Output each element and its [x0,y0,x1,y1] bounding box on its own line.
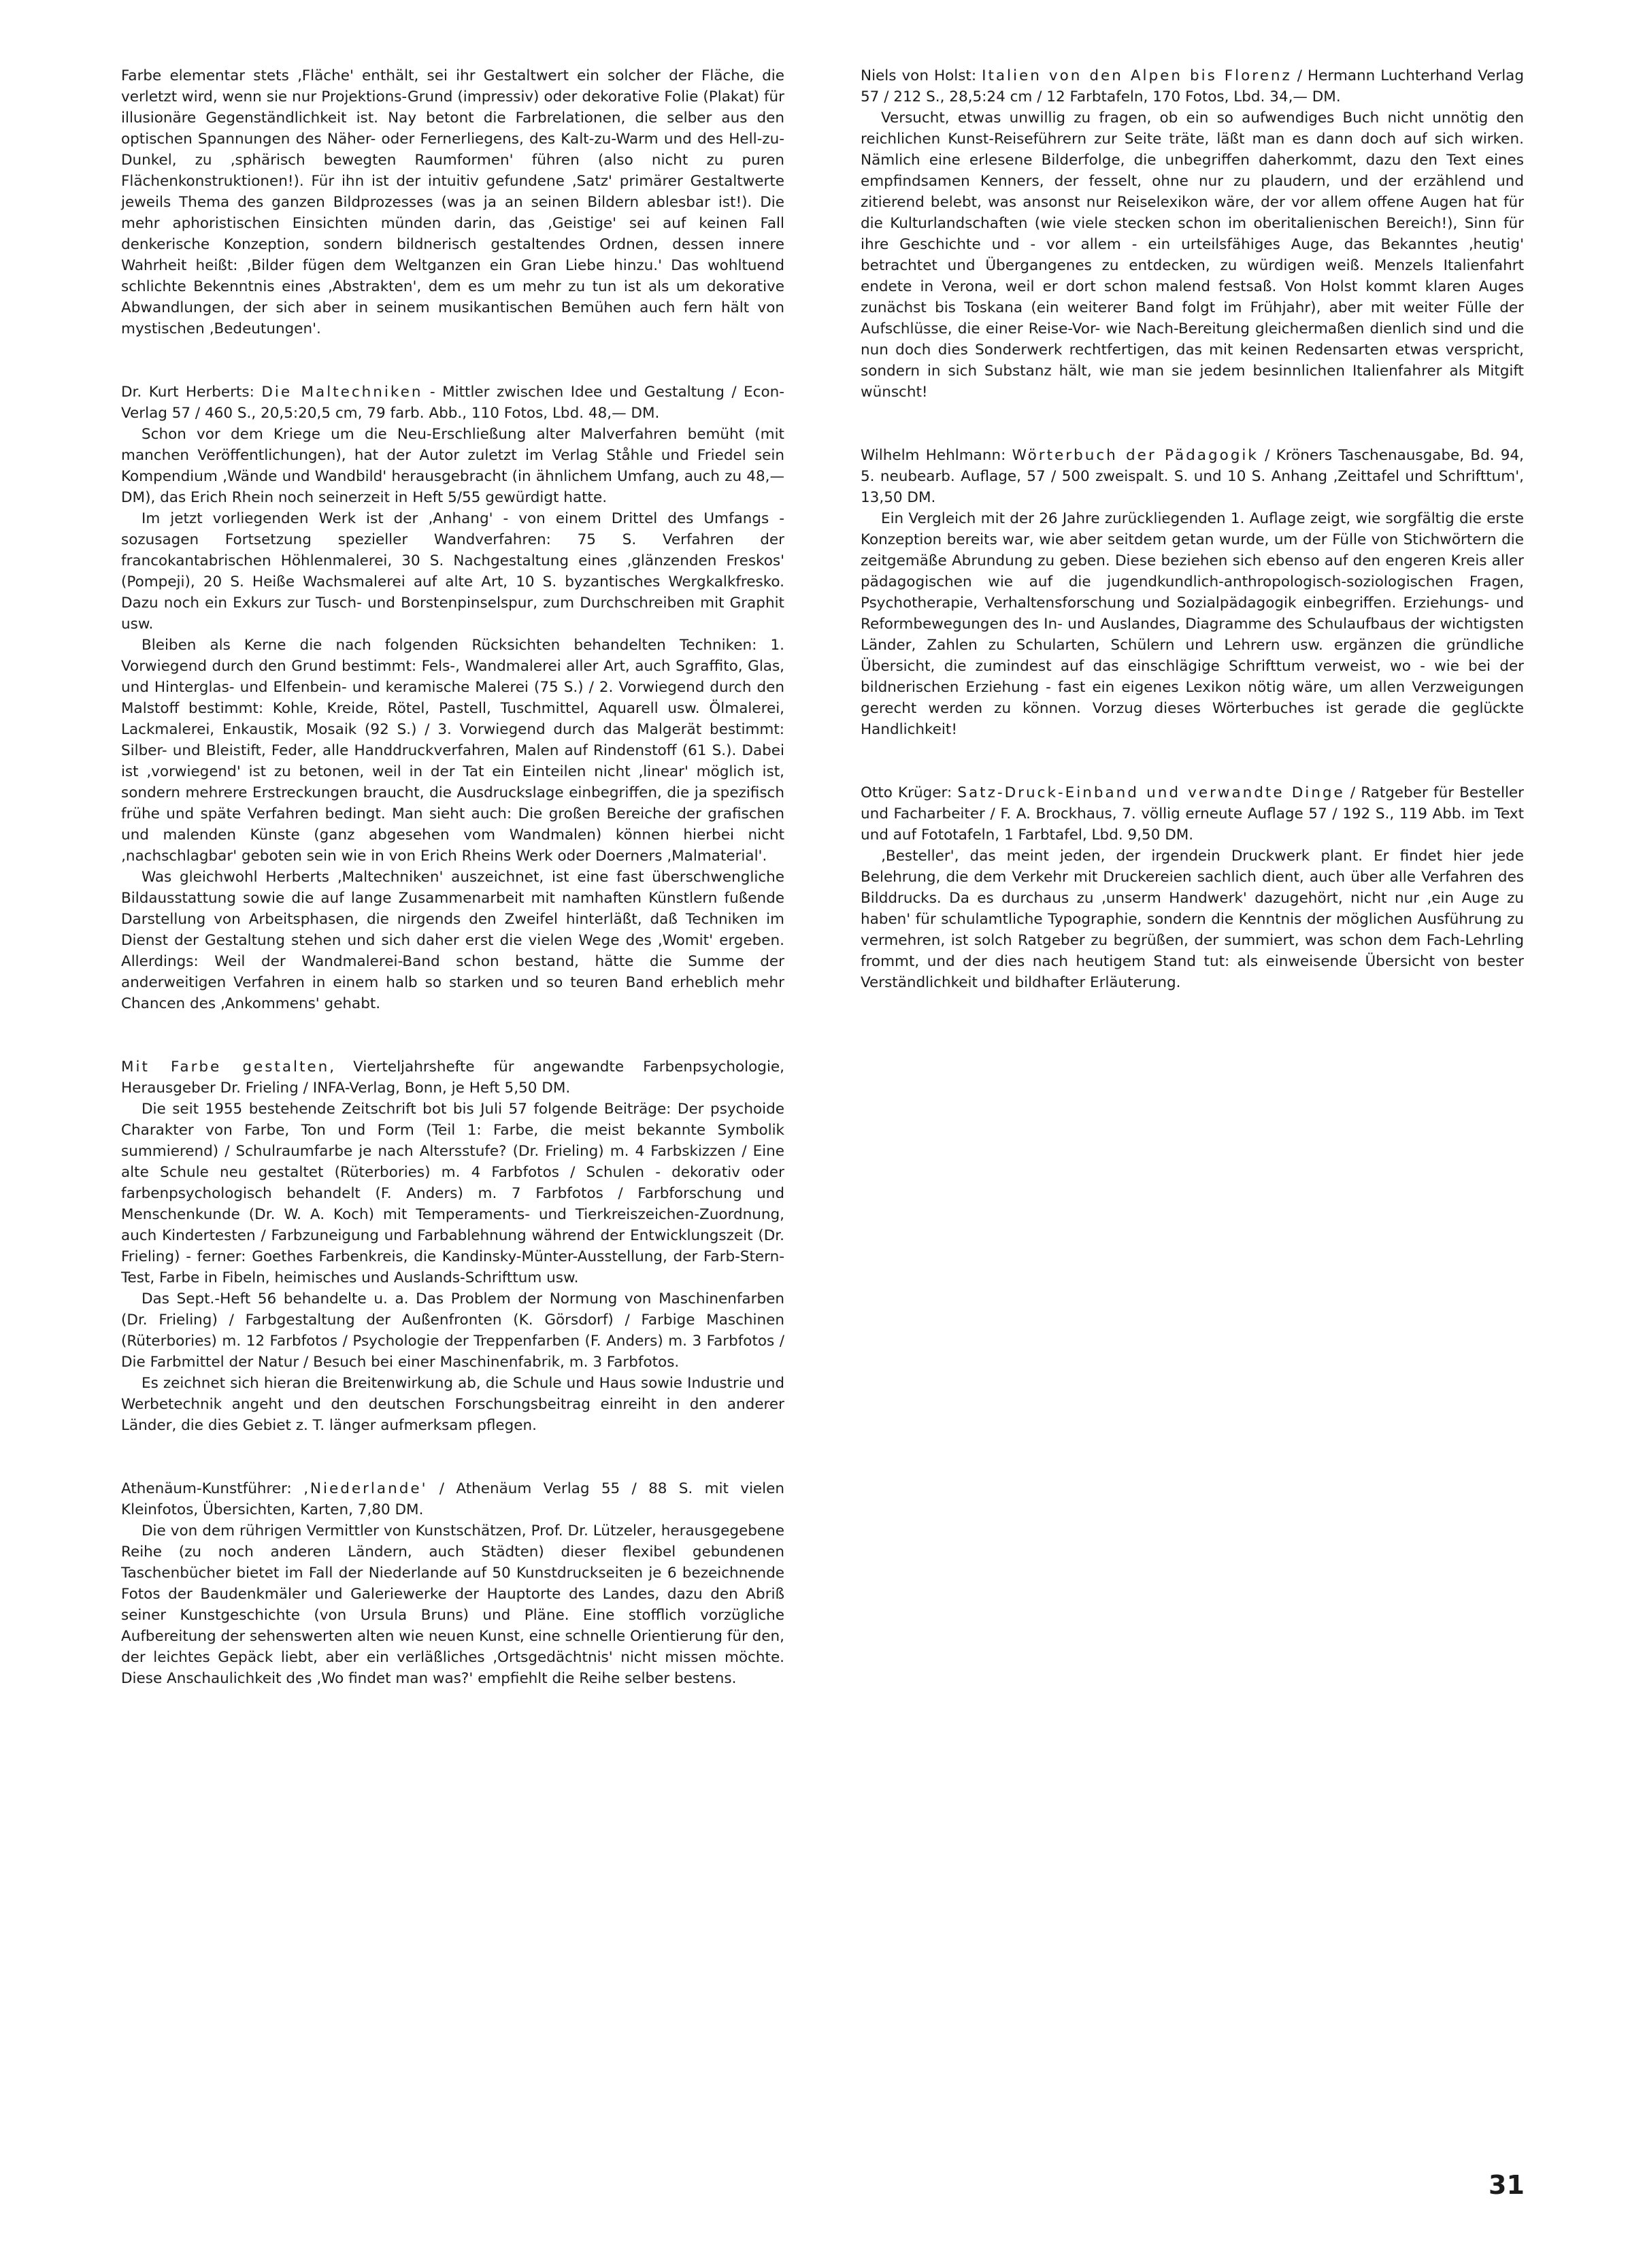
review-paragraph: ‚Besteller', das meint jeden, der irgendein Druckwerk plant. Er findet hier jede Belehrung, die dem Verkehr mit Druckereien sachlich dient, auch über alle Verfahren des Bilddrucks. Da es durchaus zu ‚unserm Handwerk' dazugehört, nicht nur ‚ein Auge zu haben' für schulamtliche Typographie, sondern die Kenntnis der möglichen Ausführung zu vermehren, ist solch Ratgeber zu begrüßen, der summiert, was schon dem Fach-Lehrling frommt, und der dies nach heutigem Stand tut: als einweisende Übersicht von bester Verständlichkeit und bildhafter Erläuterung. [861,848,1524,991]
review-author: Dr. Kurt Herberts: [121,384,262,401]
review-paragraph: Was gleichwohl Herberts ‚Maltechniken' auszeichnet, ist eine fast überschwengliche Bildausstattung sowie die auf lange Zusammenarbeit mit namhaften Künstlern fußende Darstellung von Arbeitsphasen, die nirgends den Zweifel hinterläßt, daß Techniken im Dienst der Gestaltung stehen und sich daher erst die vielen Wege des ‚Womit' ergeben. Allerdings: Weil der Wandmalerei-Band schon bestand, hätte die Summe der anderweitigen Verfahren in einem halb so starken und so teuren Band erheblich mehr Chancen des ‚Ankommens' gehabt. [121,869,784,1012]
review-author: Otto Krüger: [861,784,958,801]
review-author: Wilhelm Hehlmann: [861,447,1012,464]
right-column [861,65,1524,993]
review-title: ‚Niederlande' [303,1480,428,1497]
review-hehlmann [861,445,1524,740]
review-paragraph: Ein Vergleich mit der 26 Jahre zurückliegenden 1. Auflage zeigt, wie sorgfältig die erste Konzeption bereits war, wie aber seitdem getan wurde, um der Fülle von Stichwörtern die zeitgemäße Abrundung zu geben. Diese beziehen sich ebenso auf den engeren Kreis aller pädagogischen wie auf die jugendkundlich-anthropologisch-soziologischen Fragen, Psychotherapie, Verhaltensforschung und Sozialpädagogik einbegriffen. Erziehungs- und Reformbewegungen des In- und Auslandes, Diagramme des Schulaufbaus der wichtigsten Länder, Zahlen zu Schularten, Schülern und Lehrern usw. ergänzen die gründliche Übersicht, die zumindest auf das einschlägige Schrifttum verweist, wo - wie bei der bildnerischen Erziehung - fast ein eigenes Lexikon nötig wäre, um allen Verzweigungen gerecht werden zu können. Vorzug dieses Wörterbuches ist gerade die geglückte Handlichkeit! [861,510,1524,738]
review-mit-farbe [121,1056,784,1436]
review-von-holst [861,65,1524,403]
review-krueger [861,782,1524,993]
review-paragraph: Bleiben als Kerne die nach folgenden Rücksichten behandelten Techniken: 1. Vorwiegend durch den Grund bestimmt: Fels-, Wandmalerei aller Art, auch Sgraffito, Glas, und Hinterglas- und Elfenbein- und keramische Malerei (75 S.) / 2. Vorwiegend durch den Malstoff bestimmt: Kohle, Kreide, Rötel, Pastell, Tuschmittel, Aquarell usw. Ölmalerei, Lackmalerei, Enkaustik, Mosaik (92 S.) / 3. Vorwiegend durch das Malgerät bestimmt: Silber- und Bleistift, Feder, alle Handdruckverfahren, Malen auf Rindenstoff (61 S.). Dabei ist ‚vorwiegend' ist zu betonen, weil in der Tat ein Einteilen nicht ‚linear' möglich ist, sondern mehrere Erstreckungen braucht, die Ausdruckslage einbegriffen, die ja spezifisch frühe und späte Verfahren bedingt. Man sieht auch: Die großen Bereiche der grafischen und malenden Künste (ganz abgesehen vom Wandmalen) können hierbei nicht ‚nachschlagbar' geboten sein wie in von Erich Rheins Werk oder Doerners ‚Malmaterial'. [121,637,784,865]
review-title: Die Maltechniken [261,384,423,401]
review-title: Satz-Druck-Einband und verwandte Dinge [957,784,1345,801]
review-heading [121,382,784,424]
review-paragraph: Versucht, etwas unwillig zu fragen, ob ein so aufwendiges Buch nicht unnötig den reichlichen Kunst-Reiseführern zur Seite träte, läßt man es dann doch auf sich wirken. Nämlich eine erlesene Bilderfolge, die unbegriffen daherkommt, dazu den Text eines empfindsamen Kenners, der fesselt, ohne nur zu plaudern, und der erzählend und zitierend belebt, was ansonst nur Reiselexikon wäre, der vor allem offene Augen hat für die Kulturlandschaften (wie viele stecken schon im oberitalienischen Bereich!), Sinn für ihre Geschichte und - vor allem - ein urteilsfähiges Auge, das Bekanntes ‚heutig' betrachtet und Übergangenes zu entdecken, zu würdigen weiß. Menzels Italienfahrt endete in Verona, weil er dort schon malend festsaß. Von Holst kommt klaren Auges zunächst bis Toskana (ein weiterer Band folgt im Frühjahr), aber mit weiter Fülle der Aufschlüsse, die einer Reise-Vor- wie Nach-Bereitung gleichermaßen dienlich sind und die nun doch dies Sonderwerk rechtfertigen, das mit keinen Redensarten etwas verspricht, sondern in sich Substanz hält, wie man sie jedem besinnlichen Italienfahrer als Mitgift wünscht! [861,110,1524,401]
review-paragraph: Das Sept.-Heft 56 behandelte u. a. Das Problem der Normung von Maschinenfarben (Dr. Frieling) / Farbgestaltung der Außenfronten (K. Görsdorf) / Farbige Maschinen (Rüterbories) m. 12 Farbfotos / Psychologie der Treppenfarben (F. Anders) m. 3 Farbfotos / Die Farbmittel der Natur / Besuch bei einer Maschinenfabrik, m. 3 Farbfotos. [121,1290,784,1371]
review-heading [121,1478,784,1520]
review-author: Athenäum-Kunstführer: [121,1480,304,1497]
review-details: / Kröners Taschenausgabe, Bd. 94, 5. neubearb. Auflage, 57 / 500 zweispalt. S. und 10 S. Anhang ‚Zeittafel und Schrifttum', 13,50 DM. [861,447,1524,506]
review-title: Mit Farbe gestalten [121,1058,330,1075]
left-column [121,65,784,1689]
review-herberts [121,382,784,1014]
review-heading [861,65,1524,107]
review-details: / Ratgeber für Besteller und Facharbeiter / F. A. Brockhaus, 7. völlig erneute Auflage 57 / 192 S., 119 Abb. im Text und auf Fototafeln, 1 Farbtafel, Lbd. 9,50 DM. [861,784,1524,844]
review-paragraph: Die von dem rührigen Vermittler von Kunstschätzen, Prof. Dr. Lützeler, herausgegebene Reihe (zu noch anderen Ländern, auch Städten) dieser flexibel gebundenen Taschenbücher bietet im Fall der Niederlande auf 50 Kunstdruckseiten je 6 bezeichnende Fotos der Baudenkmäler und Galeriewerke der Hauptorte des Landes, dazu den Abriß seiner Kunstgeschichte (von Ursula Bruns) und Pläne. Eine stofflich vorzügliche Aufbereitung der sehenswerten alten wie neuen Kunst, eine schnelle Orientierung für den, der leichtes Gepäck liebt, aber ein verläßliches ‚Ortsgedächtnis' nicht missen möchte. Diese Anschaulichkeit des ‚Wo findet man was?' empfiehlt die Reihe selber bestens. [121,1522,784,1687]
review-paragraph: Die seit 1955 bestehende Zeitschrift bot bis Juli 57 folgende Beiträge: Der psychoide Charakter von Farbe, Ton und Form (Teil 1: Farbe, die meist bekannte Symbolik summierend) / Schulraumfarbe je nach Altersstufe? (Dr. Frieling) m. 4 Farbskizzen / Eine alte Schule neu gestaltet (Rüterbories) m. 4 Farbfotos / Schulen - dekorativ oder farbenpsychologisch behandelt (F. Anders) m. 7 Farbfotos / Farbforschung und Menschenkunde (Dr. W. A. Koch) mit Temperaments- und Tierkreiszeichen-Zuordnung, auch Kindertesten / Farbzuneigung und Farbablehnung während der Entwicklungszeit (Dr. Frieling) - ferner: Goethes Farbenkreis, die Kandinsky-Münter-Ausstellung, der Farb-Stern-Test, Farbe in Fibeln, heimisches und Auslands-Schrifttum usw. [121,1101,784,1286]
review-heading [861,445,1524,508]
review-paragraph: Im jetzt vorliegenden Werk ist der ‚Anhang' - von einem Drittel des Umfangs - sozusagen Fortsetzung spezieller Wandverfahren: 75 S. Verfahren der francokantabrischen Höhlenmalerei, 30 S. Nachgestaltung eines ‚glänzenden Freskos' (Pompeji), 20 S. Heiße Wachsmalerei auf alte Art, 10 S. byzantisches Wergkalkfresko. Dazu noch ein Exkurs zur Tusch- und Borstenpinselspur, zum Durchschreiben mit Graphit usw. [121,510,784,633]
review-heading [861,782,1524,846]
review-details: - Mittler zwischen Idee und Gestaltung / Econ-Verlag 57 / 460 S., 20,5:20,5 cm, 79 farb. Abb., 110 Fotos, Lbd. 48,— DM. [121,384,784,422]
review-heading [121,1056,784,1099]
review-details: / Hermann Luchterhand Verlag 57 / 212 S., 28,5:24 cm / 12 Farbtafeln, 170 Fotos, Lbd. 34,— DM. [861,67,1525,105]
review-title: Wörterbuch der Pädagogik [1012,447,1259,464]
review-paragraph: Schon vor dem Kriege um die Neu-Erschließung alter Malverfahren bemüht (mit manchen Veröffentlichungen), hat der Autor zuletzt im Verlag Ståhle und Friedel sein Kompendium ‚Wände und Wandbild' herausgebracht (in ähnlichem Umfang, auch zu 48,— DM), das Erich Rhein noch seinerzeit in Heft 5/55 gewürdigt hatte. [121,426,784,506]
review-author: Niels von Holst: [861,67,982,84]
intro-paragraph: Farbe elementar stets ‚Fläche' enthält, sei ihr Gestaltwert ein solcher der Fläche, die verletzt wird, wenn sie nur Projektions-Grund (impressiv) oder dekorative Folie (Plakat) für illusionäre Gegenständlichkeit ist. Nay betont die Farbrelationen, die selber aus den optischen Spannungen des Näher- oder Fernerliegens, des Kalt-zu-Warm und des Hell-zu-Dunkel, zu ‚sphärisch bewegten Raumformen' führen (also nicht zu puren Flächenkonstruktionen!). Für ihn ist der intuitiv gefundene ‚Satz' primärer Gestaltwerte jeweils Thema des ganzen Bildprozesses (was ja an seinen Bildern ablesbar ist!). Die mehr aphoristischen Einsichten münden darin, das ‚Geistige' sei auf keinen Fall denkerische Konzeption, sondern bildnerisch gestaltendes Ordnen, dessen innere Wahrheit heißt: ‚Bilder fügen dem Weltganzen ein Gran Liebe hinzu.' Das wohltuend schlichte Bekenntnis eines ‚Abstrakten', dem es um mehr zu tun ist als um dekorative Abwandlungen, der sich aber in seinem musikantischen Bemühen auch fern hält von mystischen ‚Bedeutungen'. [121,67,784,337]
review-title: Italien von den Alpen bis Florenz [982,67,1292,84]
review-athenaeum [121,1478,784,1689]
review-details: / Athenäum Verlag 55 / 88 S. mit vielen Kleinfotos, Übersichten, Karten, 7,80 DM. [121,1480,784,1518]
page-number: 31 [1489,2170,1525,2200]
review-details: , Vierteljahrshefte für angewandte Farbenpsychologie, Herausgeber Dr. Frieling / INFA-Verlag, Bonn, je Heft 5,50 DM. [121,1058,784,1097]
review-paragraph: Es zeichnet sich hieran die Breitenwirkung ab, die Schule und Haus sowie Industrie und Werbetechnik angeht und den deutschen Forschungsbeitrag einreiht in den anderer Länder, die dies Gebiet z. T. länger aufmerksam pflegen. [121,1375,784,1434]
